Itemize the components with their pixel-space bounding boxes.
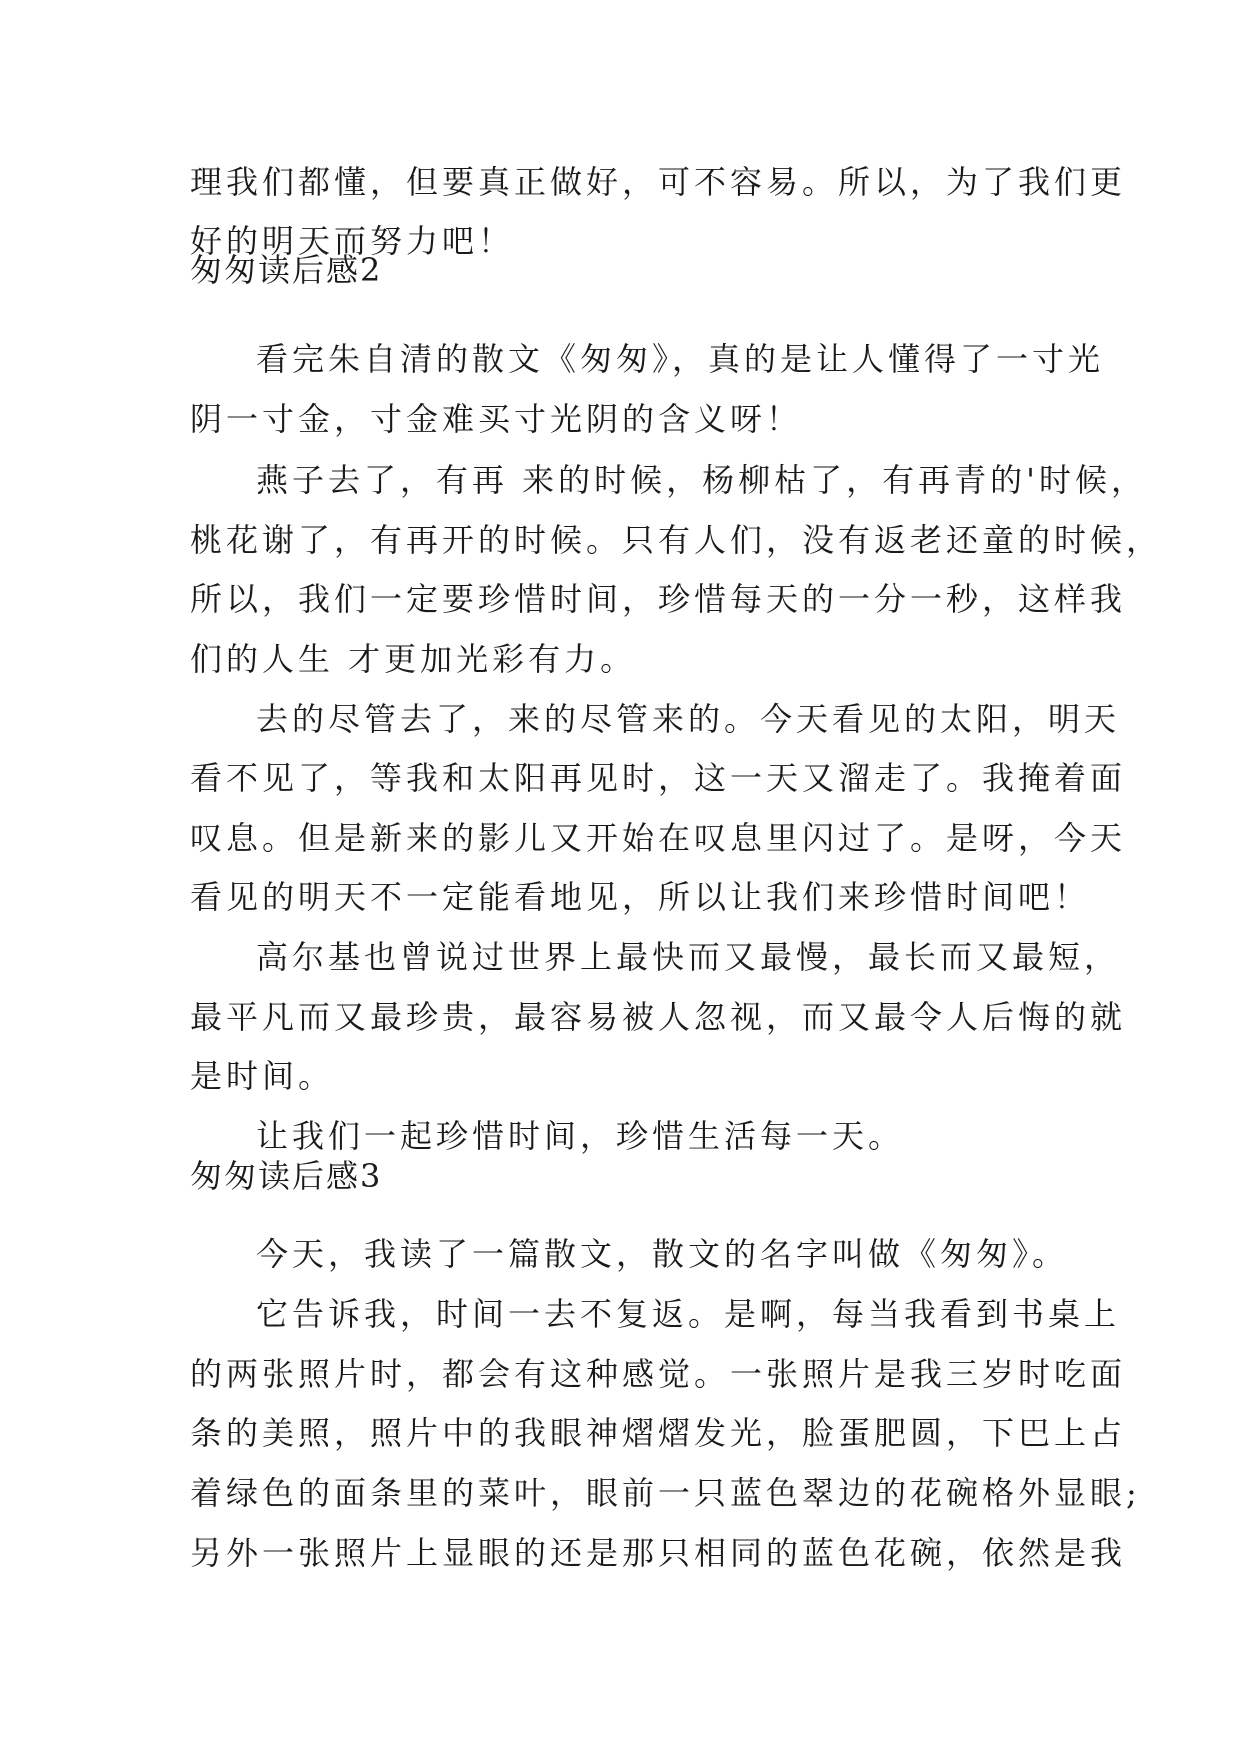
text-line: 的两张照片时，都会有这种感觉。一张照片是我三岁时吃面 [190,1355,1127,1393]
text-line: 看见的明天不一定能看地见，所以让我们来珍惜时间吧！ [190,878,1091,916]
text-line: 是时间。 [190,1057,335,1095]
text-line: 们的人生 才更加光彩有力。 [190,640,637,678]
section-heading: 匆匆读后感2 [190,251,383,289]
text-line: 燕子去了，有再 来的时候，杨柳枯了，有再青的'时候， [256,461,1147,499]
text-line: 着绿色的面条里的菜叶，眼前一只蓝色翠边的花碗格外显眼; [190,1474,1141,1512]
text-line: 去的尽管去了，来的尽管来的。今天看见的太阳，明天 [256,700,1121,738]
text-line: 条的美照，照片中的我眼神熠熠发光，脸蛋肥圆，下巴上占 [190,1414,1127,1452]
text-line: 看完朱自清的散文《匆匆》，真的是让人懂得了一寸光 [256,340,1105,378]
text-line: 理我们都懂，但要真正做好，可不容易。所以，为了我们更 [190,163,1127,201]
text-line: 另外一张照片上显眼的还是那只相同的蓝色花碗，依然是我 [190,1534,1127,1572]
section-heading: 匆匆读后感3 [190,1157,383,1195]
text-line: 好的明天而努力吧！ [190,222,515,260]
text-line: 所以，我们一定要珍惜时间，珍惜每天的一分一秒，这样我 [190,580,1127,618]
text-line: 看不见了，等我和太阳再见时，这一天又溜走了。我掩着面 [190,759,1127,797]
text-line: 叹息。但是新来的影儿又开始在叹息里闪过了。是呀，今天 [190,819,1127,857]
text-line: 让我们一起珍惜时间，珍惜生活每一天。 [256,1117,905,1155]
text-line: 今天，我读了一篇散文，散文的名字叫做《匆匆》。 [256,1235,1069,1273]
text-line: 阴一寸金，寸金难买寸光阴的含义呀！ [190,400,803,438]
text-line: 它告诉我，时间一去不复返。是啊，每当我看到书桌上 [256,1295,1121,1333]
text-line: 高尔基也曾说过世界上最快而又最慢，最长而又最短， [256,938,1121,976]
text-line: 桃花谢了，有再开的时候。只有人们，没有返老还童的时候， [190,521,1163,559]
text-line: 最平凡而又最珍贵，最容易被人忽视，而又最令人后悔的就 [190,998,1127,1036]
